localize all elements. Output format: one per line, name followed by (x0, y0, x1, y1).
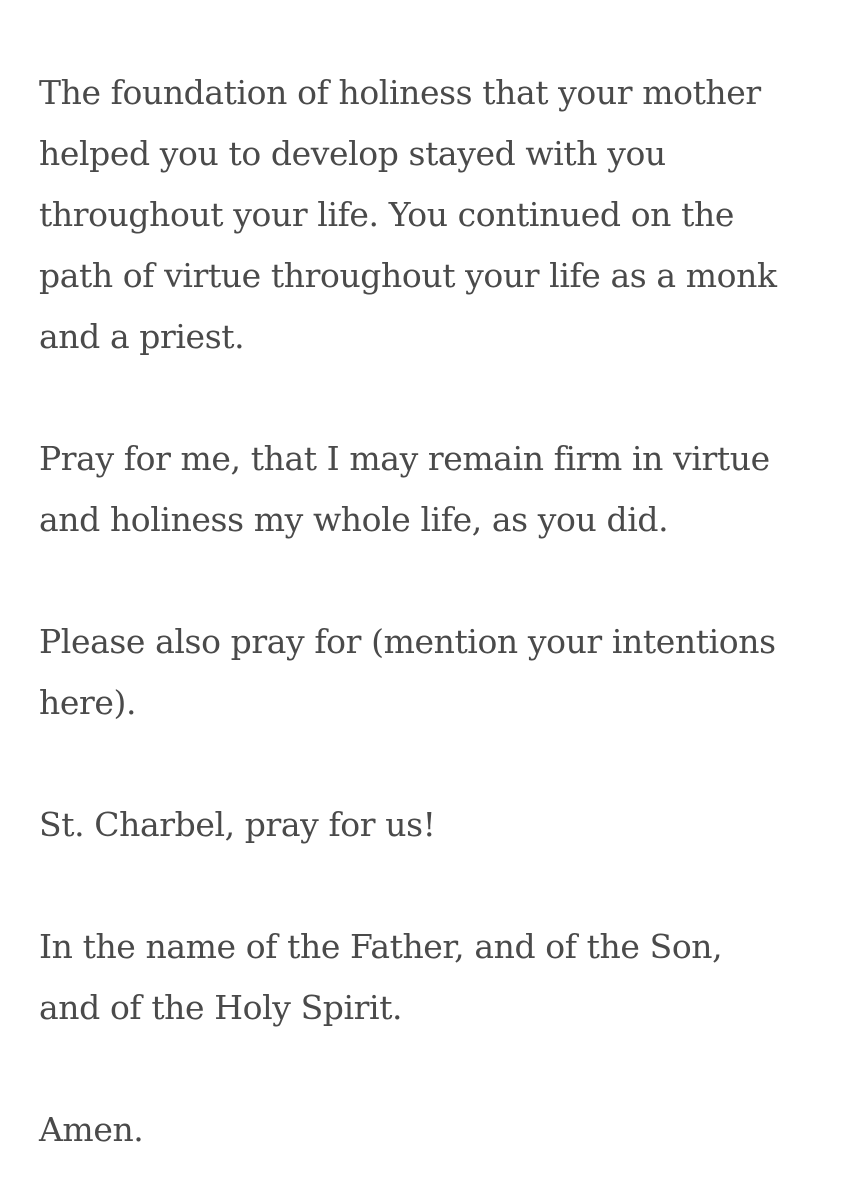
text-line: Please also pray for (mention your intentions (39, 622, 776, 661)
paragraph-foundation-of-holiness (39, 62, 829, 367)
prayer-article (39, 62, 829, 1160)
paragraph-amen (39, 1099, 829, 1160)
text-line: In the name of the Father, and of the Son, (39, 927, 723, 966)
text-line: The foundation of holiness that your mother (39, 73, 761, 112)
paragraph-sign-of-the-cross (39, 916, 829, 1038)
paragraph-pray-for-me (39, 428, 829, 550)
text-line: Pray for me, that I may remain firm in virtue (39, 439, 770, 478)
text-line: and of the Holy Spirit. (39, 988, 403, 1027)
text-line: and holiness my whole life, as you did. (39, 500, 669, 539)
text-line: throughout your life. You continued on the (39, 195, 734, 234)
text-line: helped you to develop stayed with you (39, 134, 666, 173)
paragraph-intentions (39, 611, 829, 733)
text-line: here). (39, 683, 137, 722)
paragraph-st-charbel-invocation (39, 794, 829, 855)
text-line: and a priest. (39, 317, 245, 356)
text-line: path of virtue throughout your life as a monk (39, 256, 777, 295)
text-line: St. Charbel, pray for us! (39, 805, 436, 844)
text-line: Amen. (39, 1110, 144, 1149)
